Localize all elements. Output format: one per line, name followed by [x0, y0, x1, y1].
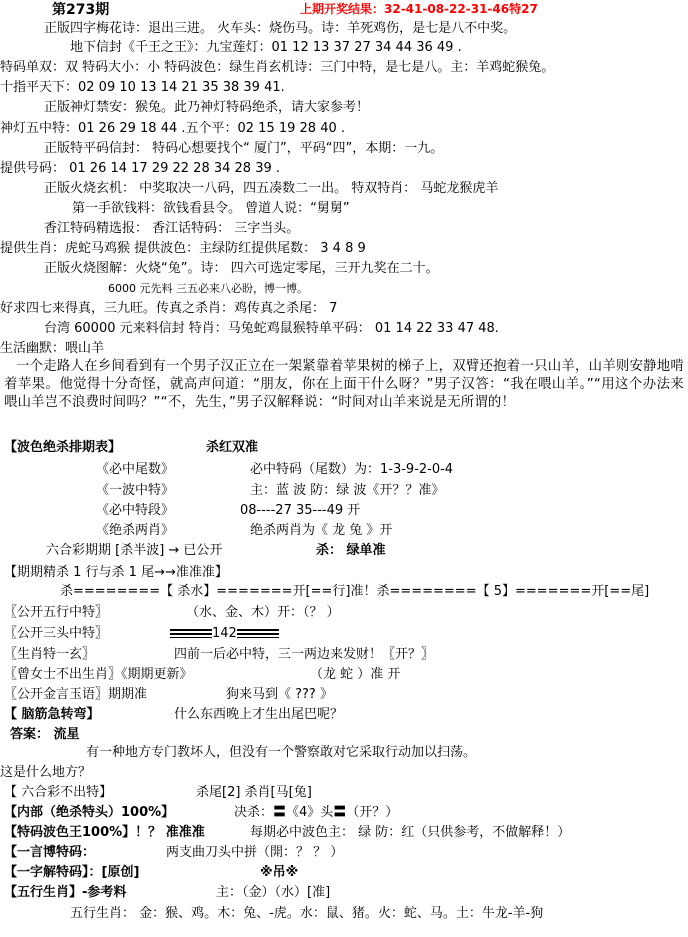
lamp-taboo-line: 正版神灯禁安：猴兔。此乃神灯特码绝杀，请大家参考！: [44, 100, 370, 115]
first-hand-line: 第一手欲钱料：欲钱看县令。 曾道人说：“舅舅”: [72, 201, 350, 216]
color-king-label: 【特码波色王100%】！？ 准准准: [4, 825, 205, 840]
ten-fingers-line: 十指平天下：02 09 10 13 14 21 35 38 39 41.: [0, 80, 285, 95]
table-row-4-value: 绝杀两肖为《 龙 兔 》开: [250, 523, 393, 538]
humor-label: 生活幽默：喂山羊: [0, 341, 105, 356]
issue-number: 第273期: [52, 2, 110, 18]
zodiac-mystery-label: 〖生肖特一玄〗: [4, 647, 96, 662]
zodiac-mystery-value: 四前一后必中特，三一两边来发财！〖开？〗: [174, 647, 435, 662]
riddle-2-question: 有一种地方专门教坏人，但没有一个警察敢对它采取行动加以扫荡。: [86, 745, 477, 760]
golden-words-label: 〖公开金言玉语〗期期准: [4, 687, 148, 702]
table-heading: 【波色绝杀排期表】: [4, 440, 122, 455]
zodiac-provide-line: 提供生肖：虎蛇马鸡猴 提供波色：主绿防红提供尾数： 3 4 8 9: [0, 241, 366, 256]
hk-report-line: 香江特码精选报： 香江话特码： 三字当头。: [44, 221, 300, 236]
taiwan-envelope-line: 台湾 60000 元来料信封 特肖：马兔蛇鸡鼠猴特单平码： 01 14 22 33 47 48.: [44, 321, 499, 336]
table-row-1-value: 必中特码（尾数）为：1-3-9-2-0-4: [250, 462, 454, 477]
internal-kill-label: 【内部（绝杀特头）100%】: [4, 805, 175, 820]
five-elements-label: 〖公开五行中特〗: [4, 605, 109, 620]
five-elements-value: （水、金、木）开：（？ ）: [186, 605, 340, 620]
table-row-1-label: 《必中尾数》: [96, 462, 175, 477]
plum-poem-line: 正版四字梅花诗：退出三进。 火车头：烧伤马。诗：羊死鸡伤，是七是八不中奖。: [44, 21, 517, 36]
kill-row-heading: 【期期精杀 1 行与杀 1 尾→→准准准】: [4, 565, 228, 580]
numbers-line: 提供号码： 01 26 14 17 29 22 28 34 28 39 .: [0, 161, 281, 176]
bar-decoration-right: [237, 629, 279, 638]
five-element-zodiac-list: 五行生肖： 金：猴、鸡。木：兔、-虎。水：鼠、猪。火：蛇、马。土：牛龙-羊-狗: [70, 906, 544, 921]
one-char-value: ※吊※: [260, 865, 299, 880]
table-row-2-label: 《一波中特》: [96, 483, 175, 498]
fire-diagram-line: 正版火烧图解：火烧“兔”。诗： 四六可选定零尾，三开九奖在二十。: [44, 261, 439, 276]
table-row-3-value: 08----27 35---49 开: [240, 503, 361, 518]
table-row-3-label: 《必中特段》: [96, 503, 175, 518]
three-heads-number: 142: [212, 626, 237, 641]
table-heading-right: 杀红双准: [206, 440, 259, 455]
kill-row-line: 杀========【 杀水】=======开[==行]准！杀========【 5】=======开[==尾]: [60, 584, 650, 599]
odd-even-line: 特码单双：双 特码大小：小 特码波色：绿生肖玄机诗：三门中特，是七是八。主：羊鸡蛇猴兔。: [0, 60, 555, 75]
last-result: 上期开奖结果：32-41-08-22-31-46特27: [300, 2, 538, 16]
internal-kill-value: 决杀：〓《4》头〓（开？）: [234, 805, 399, 820]
bar-decoration-left: [170, 629, 212, 638]
ms-zeng-label: 〖曾女士不出生肖〗《期期更新》: [4, 667, 193, 682]
riddle-label: 【 脑筋急转弯】: [4, 707, 100, 722]
riddle-answer: 答案： 流星: [10, 727, 80, 742]
fax-kill-line: 好求四七来得真，三九旺。传真之杀肖：鸡传真之杀尾： 7: [0, 301, 338, 316]
table-row-4-label: 《绝杀两肖》: [96, 523, 175, 538]
color-king-value: 每期必中波色主： 绿 防：红（只供参考，不做解释！）: [250, 825, 571, 840]
five-element-zodiac-value: 主：（金）（水）[准]: [216, 885, 331, 900]
one-char-label: 【一字解特码】：[原创]: [4, 865, 140, 880]
no-special-value: 杀尾[2] 杀肖[马[兔]: [196, 785, 312, 800]
joke-paragraph: 一个走路人在乡间看到有一个男子汉正立在一架紧靠着苹果树的梯子上，双臂还抱着一只山羊，山羊则安静地啃着苹果。他觉得十分奇怪，就高声问道：“朋友，你在上面干什么呀？”男子汉答：“我在喂山羊。”“用这个办法来喂山羊岂不浪费时间吗？”“不，先生，”男子汉解释说：“时间对山羊来说是无所谓的！: [4, 359, 684, 410]
three-heads-value: [170, 626, 279, 642]
paid-tip-line: 6000 元先料 三五必来八必盼，博一博。: [108, 282, 308, 295]
table-row-5-value: 杀： 绿单准: [316, 543, 386, 558]
one-word-label: 【一言博特码：: [4, 845, 96, 860]
one-word-value: 两支曲刀头中拼（開：？ ？ ）: [166, 845, 344, 860]
fire-mystery-line: 正版火烧玄机： 中奖取决一八码，四五凑数二一出。 特双特肖： 马蛇龙猴虎羊: [44, 181, 499, 196]
golden-words-value: 狗来马到《 ??? 》: [226, 687, 333, 702]
riddle-question: 什么东西晚上才生出尾巴呢？: [174, 707, 344, 722]
five-element-zodiac-label: 【五行生肖】-参考料: [4, 885, 127, 900]
envelope-flat-line: 正版特平码信封： 特码心想要找个“ 厦门”，平码“四”，本期：一九。: [44, 141, 444, 156]
ms-zeng-value: （龙 蛇 ）准 开: [310, 667, 401, 682]
lamp-five-line: 神灯五中特：01 26 29 18 44 .五个平：02 15 19 28 40 .: [0, 121, 346, 136]
three-heads-label: 〖公开三头中特〗: [4, 626, 109, 641]
underground-envelope-line: 地下信封《千王之王》：九宝莲灯：01 12 13 37 27 34 44 36 49 .: [70, 40, 462, 55]
riddle-2-question-end: 这是什么地方？: [0, 765, 92, 780]
table-row-5-label: 六合彩期期 [杀半波] → 已公开: [46, 543, 223, 558]
no-special-label: 【 六合彩不出特】: [4, 785, 113, 800]
table-row-2-value: 主：蓝 波 防：绿 波《开？？准》: [250, 483, 445, 498]
